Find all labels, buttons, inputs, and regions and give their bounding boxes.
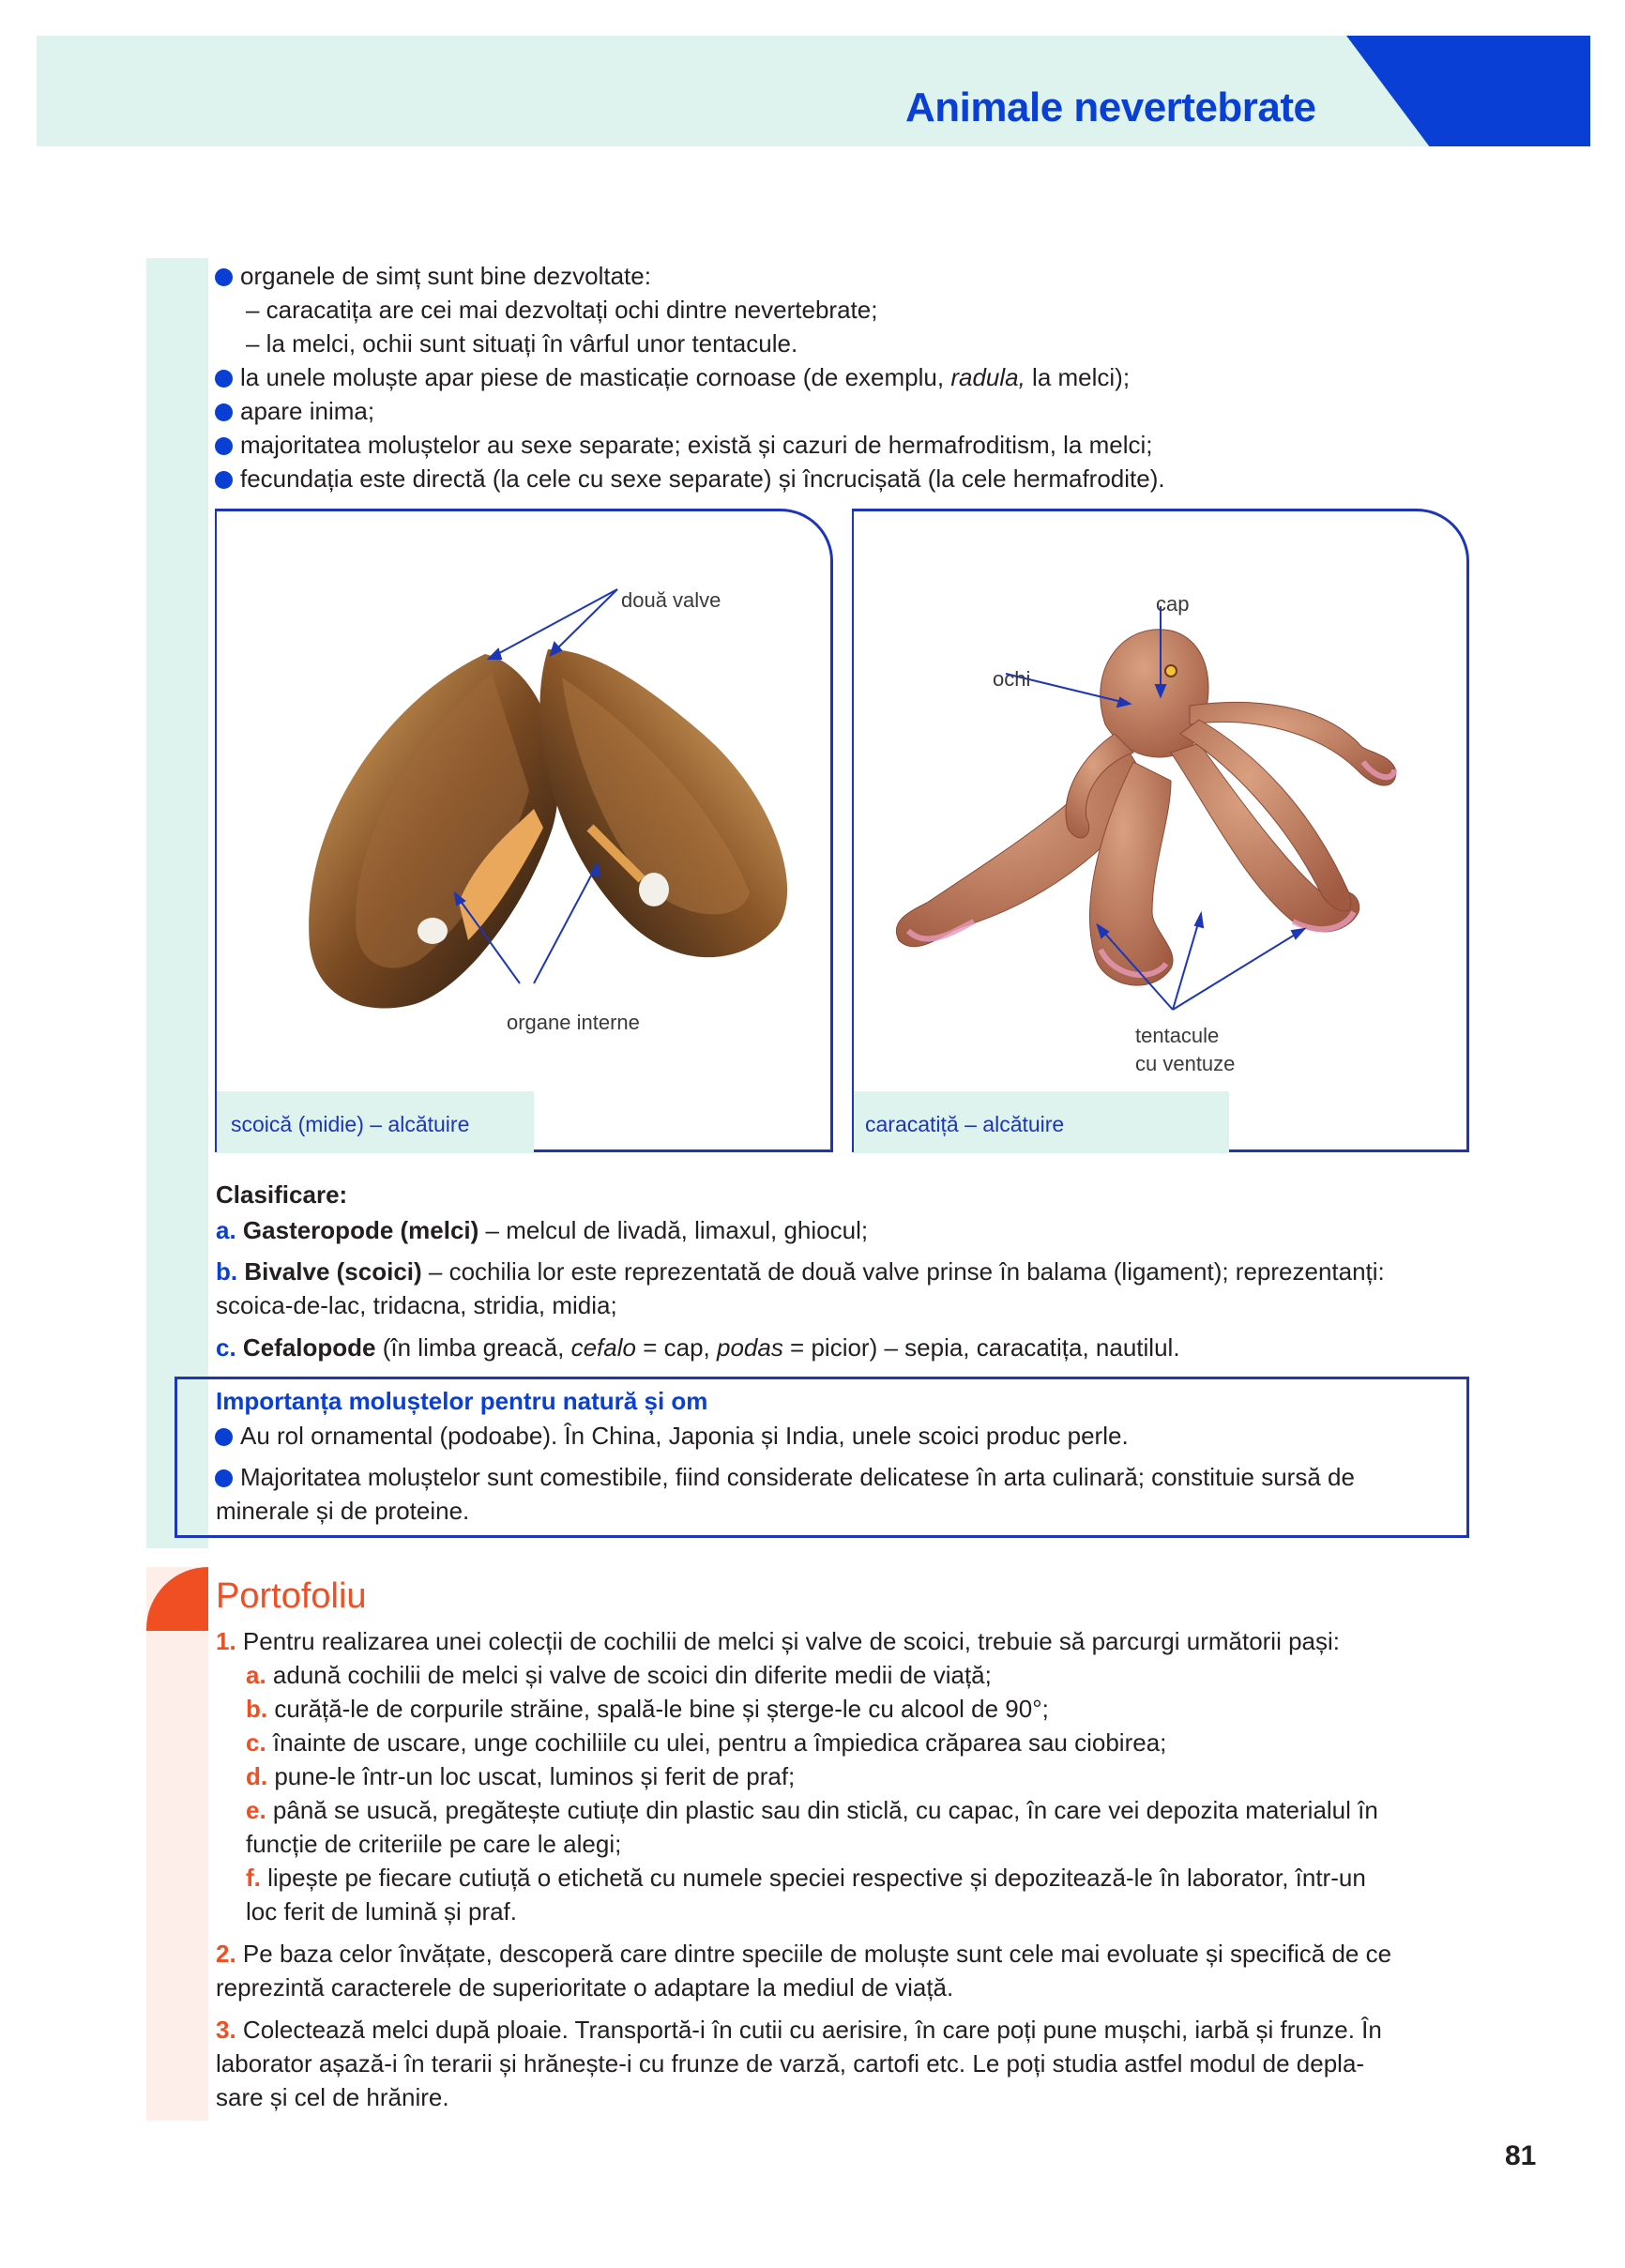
bullet-text: apare inima;	[240, 397, 375, 425]
importance-item: Majoritatea moluștelor sunt comestibile, fiind considerate delicatese în arta culinară; constituie sursă de	[240, 1463, 1355, 1491]
label-head: cap	[1156, 592, 1190, 616]
bullet-text: majoritatea moluștelor au sexe separate; există și cazuri de hermafroditism, la melci;	[240, 431, 1153, 459]
classification-title: Clasificare:	[216, 1180, 348, 1209]
bullet-icon	[215, 268, 233, 286]
classification-b: b. Bivalve (scoici) – cochilia lor este reprezentată de două valve prinse în balama (ligament); reprezentanți:	[216, 1257, 1385, 1286]
bullet-icon	[215, 370, 233, 388]
bullet-icon	[215, 437, 233, 455]
portfolio-step: a. adună cochilii de melci și valve de scoici din diferite medii de viață;	[246, 1661, 992, 1689]
mussel-illustration	[215, 509, 833, 1152]
sub-bullet-text: – caracatița are cei mai dezvoltați ochi dintre nevertebrate;	[246, 296, 878, 324]
portfolio-task-3-cont: laborator așază-i în terarii și hrănește-i cu frunze de varză, cartofi etc. Le poți studia astfel modul de depla-	[216, 2049, 1365, 2078]
bullet-icon	[215, 1469, 233, 1487]
page-number: 81	[1505, 2140, 1537, 2171]
importance-item: Au rol ornamental (podoabe). În China, Japonia și India, unele scoici produc perle.	[240, 1422, 1129, 1450]
bullet-icon	[215, 471, 233, 489]
mussel-caption: scoică (midie) – alcătuire	[231, 1112, 470, 1136]
label-eye: ochi	[993, 667, 1031, 691]
portfolio-step: f. lipește pe fiecare cutiuță o etichetă cu numele speciei respective și depozitează-le în laborator, într-un	[246, 1864, 1366, 1892]
classification-c: c. Cefalopode (în limba greacă, cefalo = cap, podas = picior) – sepia, caracatița, nautilul.	[216, 1333, 1180, 1362]
header-corner-accent	[1346, 36, 1590, 146]
portfolio-side-bar	[146, 1567, 208, 2121]
portfolio-step: c. înainte de uscare, unge cochiliile cu ulei, pentru a împiedica crăparea sau ciobirea;	[246, 1728, 1167, 1757]
importance-title: Importanța moluștelor pentru natură și om	[216, 1387, 708, 1415]
bullet-text: organele de simț sunt bine dezvoltate:	[240, 262, 651, 290]
label-internal-organs: organe interne	[507, 1011, 640, 1034]
bullet-icon	[215, 1428, 233, 1446]
portfolio-title: Portofoliu	[216, 1576, 367, 1616]
portfolio-task-1: 1. Pentru realizarea unei colecții de cochilii de melci și valve de scoici, trebuie să parcurgi următorii pași:	[216, 1627, 1341, 1655]
portfolio-step-cont: funcție de criteriile pe care le alegi;	[246, 1830, 622, 1858]
classification-a: a. Gasteropode (melci) – melcul de livadă, limaxul, ghiocul;	[216, 1216, 869, 1244]
portfolio-step: e. până se usucă, pregătește cutiuțe din plastic sau din sticlă, cu capac, în care vei depozita materialul în	[246, 1796, 1378, 1824]
portfolio-task-3-cont: sare și cel de hrănire.	[216, 2083, 449, 2111]
label-tentacles-suckers: cu ventuze	[1135, 1052, 1236, 1075]
bullet-text: la unele moluște apar piese de masticație cornoase (de exemplu, radula, la melci);	[240, 363, 1131, 391]
portfolio-step: b. curăță-le de corpurile străine, spală-le bine și șterge-le cu alcool de 90°;	[246, 1695, 1049, 1723]
label-two-valves: două valve	[621, 588, 721, 612]
portfolio-task-3: 3. Colectează melci după ploaie. Transportă-i în cutii cu aerisire, în care poți pune mușchi, iarbă și frunze. În	[216, 2016, 1382, 2044]
portfolio-task-2-cont: reprezintă caracterele de superioritate o adaptare la mediul de viață.	[216, 1973, 954, 2002]
page-header	[37, 36, 1590, 146]
importance-item-cont: minerale și de proteine.	[216, 1497, 470, 1525]
bullet-icon	[215, 403, 233, 421]
portfolio-step: d. pune-le într-un loc uscat, luminos și ferit de praf;	[246, 1762, 796, 1790]
bullet-text: fecundația este directă (la cele cu sexe separate) și încrucișată (la cele hermafrodite).	[240, 464, 1165, 493]
page-title: Animale nevertebrate	[905, 84, 1316, 130]
octopus-caption: caracatiță – alcătuire	[865, 1112, 1065, 1136]
classification-b-cont: scoica-de-lac, tridacna, stridia, midia;	[216, 1291, 617, 1319]
label-tentacles: tentacule	[1135, 1024, 1220, 1047]
sub-bullet-text: – la melci, ochii sunt situați în vârful unor tentacule.	[246, 329, 798, 358]
section-side-bar	[146, 258, 208, 1548]
portfolio-step-cont: loc ferit de lumină și praf.	[246, 1897, 518, 1926]
portfolio-task-2: 2. Pe baza celor învățate, descoperă care dintre speciile de moluște sunt cele mai evoluate și specifică de ce	[216, 1940, 1392, 1968]
